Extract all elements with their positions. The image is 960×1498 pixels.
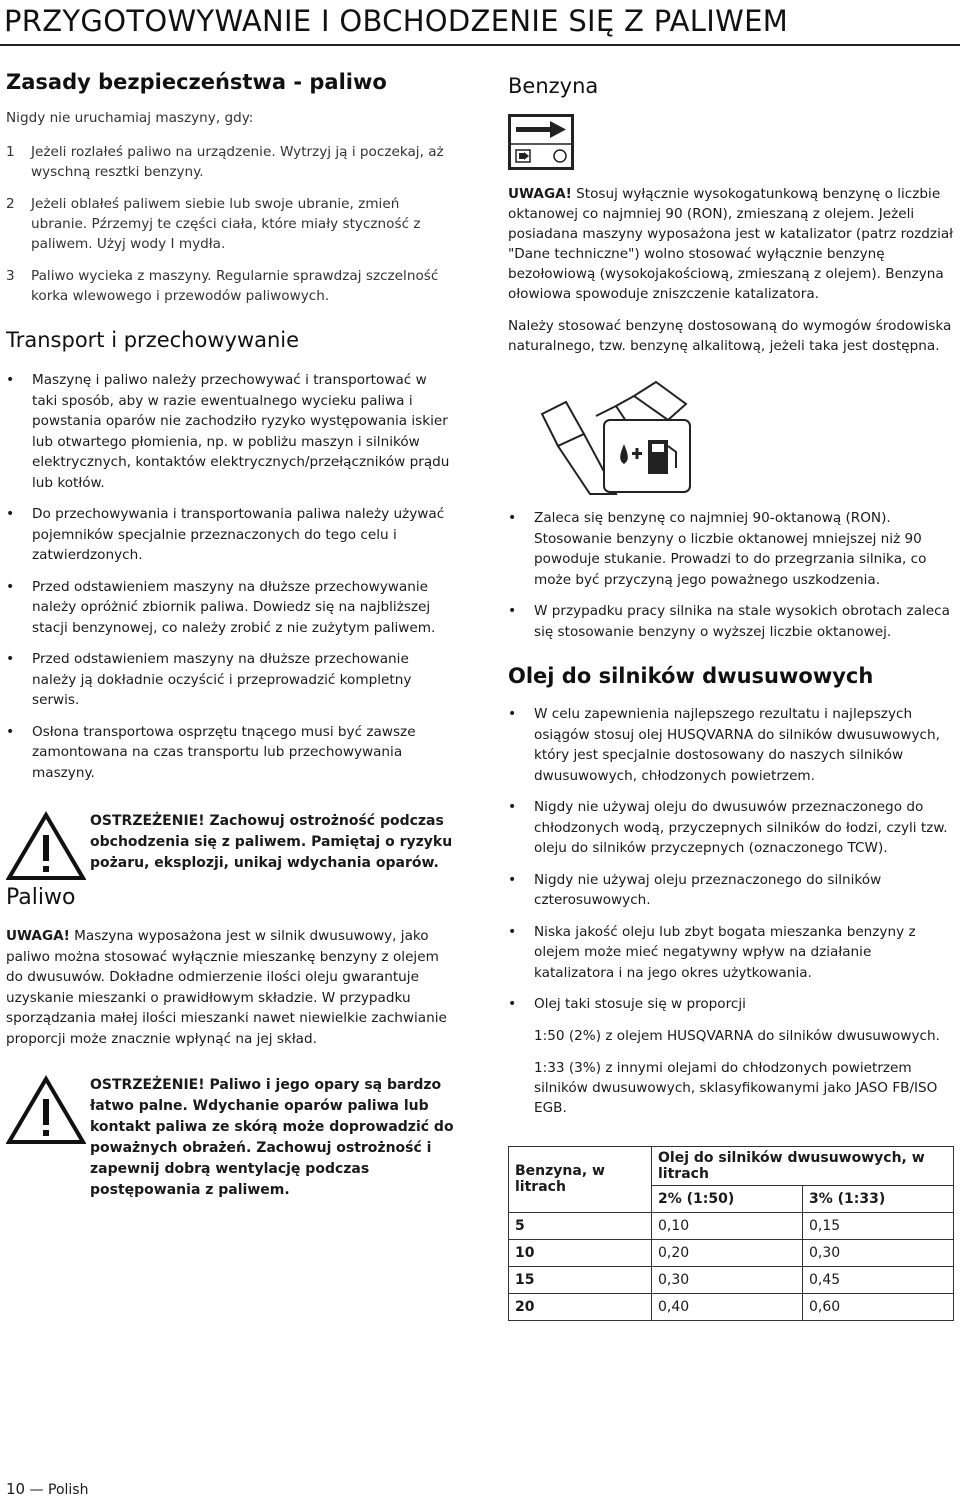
list-item — [508, 994, 954, 1015]
transport-heading: Transport i przechowywanie — [6, 328, 300, 352]
note-label: UWAGA! — [508, 186, 572, 202]
oil-list — [508, 704, 954, 1015]
item-text: Niska jakość oleju lub zbyt bogata mieszanka benzyny z olejem może mieć negatywny wpływ na działanie katalizatora i na jego okres użytkowania. — [534, 923, 916, 981]
item-text: W celu zapewnienia najlepszego rezultatu i najlepszych osiągów stosuj olej HUSQVARNA do silników dwusuwowych, który jest specjalnie dostosowany do naszych silników dwusuwowych, chłodzonych powietrzem. — [534, 706, 940, 784]
list-item — [6, 370, 454, 493]
bullet-dot: • — [6, 372, 15, 388]
page-title: PRZYGOTOWYWANIE I OBCHODZENIE SIĘ Z PALIWEM — [4, 4, 789, 38]
bullet-dot: • — [6, 578, 15, 595]
table-cell: 10 — [509, 1239, 652, 1266]
safety-intro: Nigdy nie uruchamiaj maszyny, gdy: — [6, 110, 254, 126]
bullet-dot: • — [508, 706, 517, 722]
petrol-heading: Benzyna — [508, 74, 599, 98]
fuel-pump-icon — [508, 114, 574, 170]
note-text: Maszyna wyposażona jest w silnik dwusuwowy, jako paliwo można stosować wyłącznie mieszankę benzyny z olejem do dwusuwów. Dokładne odmierzenie ilości oleju gwarantuje uzyskanie mieszanki o prawidłowym składzie. W przypadku sporządzania małej ilości mieszanki nawet niewielkie zachwianie proporcji może znacznie wpłynąć na jej skład. — [6, 928, 447, 1047]
table-row — [509, 1293, 954, 1320]
list-item — [508, 704, 954, 786]
bullet-dot: • — [508, 799, 517, 815]
table-row — [509, 1266, 954, 1293]
item-text: Olej taki stosuje się w proporcji — [534, 996, 746, 1012]
table-cell: 0,60 — [802, 1293, 953, 1320]
item-text: Nigdy nie używaj oleju przeznaczonego do silników czterosuwowych. — [534, 871, 882, 908]
item-text: Jeżeli oblałeś paliwem siebie lub swoje ubranie, zmień ubranie. Pźrzemyj te części ciała, które miały styczność z paliwem. Użyj wody I mydła. — [31, 196, 421, 252]
item-text: Zaleca się benzynę co najmniej 90-oktanową (RON). Stosowanie benzyny o liczbie oktanowej mniejszej niż 90 powoduje stukanie. Prowadzi to do przegrzania silnika, co może być przyczyną jego poważnego uszkodzenia. — [534, 510, 927, 588]
right-column — [508, 74, 954, 1321]
ratio-husqvarna: 1:50 (2%) z olejem HUSQVARNA do silników dwusuwowych. — [534, 1027, 940, 1044]
warning-text: OSTRZEŻENIE! Zachowuj ostrożność podczas obchodzenia się z paliwem. Pamiętaj o ryzyku pożaru, eksplozji, unikaj wdychania oparów. — [90, 813, 453, 871]
item-text: Do przechowywania i transportowania paliwa należy używać pojemników specjalnie przeznaczonych do tego celu i zatwierdzonych. — [32, 506, 445, 563]
item-text: Maszynę i paliwo należy przechowywać i transportować w taki sposób, aby w razie ewentualnego wycieku paliwa i powstania oparów nie zachodziło ryzyko występowania iskier lub otwartego płomienia, np. w pobliżu maszyn i silników elektrycznych, kontaktów elektrycznych/przełączników prądu lub kotłów. — [32, 372, 450, 491]
list-item — [508, 870, 954, 911]
page-number: 10 — [6, 1480, 26, 1498]
flammable-warning — [6, 1075, 454, 1201]
table-cell: 0,45 — [802, 1266, 953, 1293]
transport-list — [6, 370, 454, 783]
list-item — [508, 508, 954, 590]
bullet-dot: • — [508, 871, 517, 888]
list-item — [6, 142, 454, 182]
item-text: W przypadku pracy silnika na stale wysokich obrotach zaleca się stosowanie benzyny o wyższej liczbie oktanowej. — [534, 603, 950, 640]
warning-text: OSTRZEŻENIE! Paliwo i jego opary są bardzo łatwo palne. Wdychanie oparów paliwa lub kontakt paliwa ze skórą może doprowadzić do poważnych obrażeń. Zachowuj ostrożność i zapewnij dobrą wentylację podczas postępowania z paliwem. — [90, 1077, 454, 1198]
table-cell: 5 — [509, 1212, 652, 1239]
bullet-dot: • — [6, 506, 15, 522]
item-text: Jeżeli rozlałeś paliwo na urządzenie. Wytrzyj ją i poczekaj, aż wyschną resztki benzyny. — [31, 144, 444, 180]
warning-triangle-icon — [6, 811, 86, 881]
petrol-list — [508, 508, 954, 642]
left-column — [6, 70, 454, 1201]
list-item — [508, 797, 954, 859]
note-text: Stosuj wyłącznie wysokogatunkową benzynę o liczbie oktanowej co najmniej 90 (RON), zmieszaną z olejem. Jeżeli posiadana maszyny wyposażona jest w katalizator (patrz rozdział "Dane techniczne") wolno stosować wyłącznie benzynę bezołowiową (wysokojakościową, zmieszaną z olejem). Benzyna ołowiowa spowoduje zniszczenie katalizatora. — [508, 186, 954, 302]
bullet-dot: • — [508, 923, 517, 940]
header-cell: Olej do silników dwusuwowych, w litrach — [652, 1146, 954, 1185]
title-rule — [0, 44, 960, 46]
note-label: UWAGA! — [6, 928, 70, 944]
table-cell: 0,30 — [652, 1266, 803, 1293]
bullet-dot: • — [6, 723, 15, 740]
header-cell: 2% (1:50) — [652, 1185, 803, 1212]
header-cell: 3% (1:33) — [802, 1185, 953, 1212]
list-item — [6, 504, 454, 566]
fuel-note — [6, 926, 454, 1049]
bullet-dot: • — [508, 603, 517, 619]
header-cell: Benzyna, w litrach — [509, 1146, 652, 1212]
item-text: Przed odstawieniem maszyny na dłuższe przechowanie należy ją dokładnie oczyścić i przeprowadzić kompletny serwis. — [32, 651, 412, 708]
table-cell: 0,40 — [652, 1293, 803, 1320]
item-number: 2 — [6, 196, 15, 212]
fuel-handling-warning — [6, 811, 454, 881]
bullet-dot: • — [6, 651, 15, 667]
safety-list — [6, 142, 454, 306]
list-item — [6, 266, 454, 306]
footer-dash: — — [29, 1482, 44, 1498]
table-cell: 0,15 — [802, 1212, 953, 1239]
item-number: 1 — [6, 144, 15, 160]
list-item — [6, 577, 454, 639]
ratio-other: 1:33 (3%) z innymi olejami do chłodzonych powietrzem silników dwusuwowych, sklasyfikowanymi jako JASO FB/ISO EGB. — [534, 1059, 938, 1116]
footer-language: Polish — [48, 1482, 89, 1498]
page-footer — [6, 1480, 88, 1498]
petrol-note — [508, 184, 954, 304]
warning-triangle-icon — [6, 1075, 86, 1145]
bullet-dot: • — [508, 510, 517, 526]
mixing-table — [508, 1146, 954, 1321]
table-row — [509, 1212, 954, 1239]
table-row — [509, 1239, 954, 1266]
item-number: 3 — [6, 268, 15, 284]
table-cell: 15 — [509, 1266, 652, 1293]
table-cell: 0,30 — [802, 1239, 953, 1266]
item-text: Paliwo wycieka z maszyny. Regularnie sprawdzaj szczelność korka wlewowego i przewodów paliwowych. — [31, 268, 439, 304]
fuel-heading: Paliwo — [6, 885, 76, 910]
item-text: Osłona transportowa osprzętu tnącego musi być zawsze zamontowana na czas transportu lub przechowywania maszyny. — [32, 723, 416, 781]
table-row — [509, 1146, 954, 1185]
oil-heading: Olej do silników dwusuwowych — [508, 664, 874, 688]
table-cell: 0,10 — [652, 1212, 803, 1239]
list-item — [508, 922, 954, 984]
bullet-dot: • — [508, 996, 517, 1012]
fuel-can-pouring-icon — [536, 376, 696, 496]
list-item — [6, 722, 454, 784]
list-item — [6, 649, 454, 711]
item-text: Przed odstawieniem maszyny na dłuższe przechowywanie należy opróżnić zbiornik paliwa. Dowiedz się na najbliższej stacji benzynowej, co należy zrobić z nie zużytym paliwem. — [32, 578, 436, 636]
petrol-para: Należy stosować benzynę dostosowaną do wymogów środowiska naturalnego, tzw. benzynę alkalitową, jeżeli taka jest dostępna. — [508, 318, 952, 354]
list-item — [508, 601, 954, 642]
list-item — [6, 194, 454, 254]
table-cell: 0,20 — [652, 1239, 803, 1266]
item-text: Nigdy nie używaj oleju do dwusuwów przeznaczonego do chłodzonych wodą, przyczepnych silników do łodzi, czyli tzw. oleju do silników przyczepnych (oznaczonego TCW). — [534, 799, 948, 856]
table-cell: 20 — [509, 1293, 652, 1320]
safety-heading: Zasady bezpieczeństwa - paliwo — [6, 70, 387, 94]
